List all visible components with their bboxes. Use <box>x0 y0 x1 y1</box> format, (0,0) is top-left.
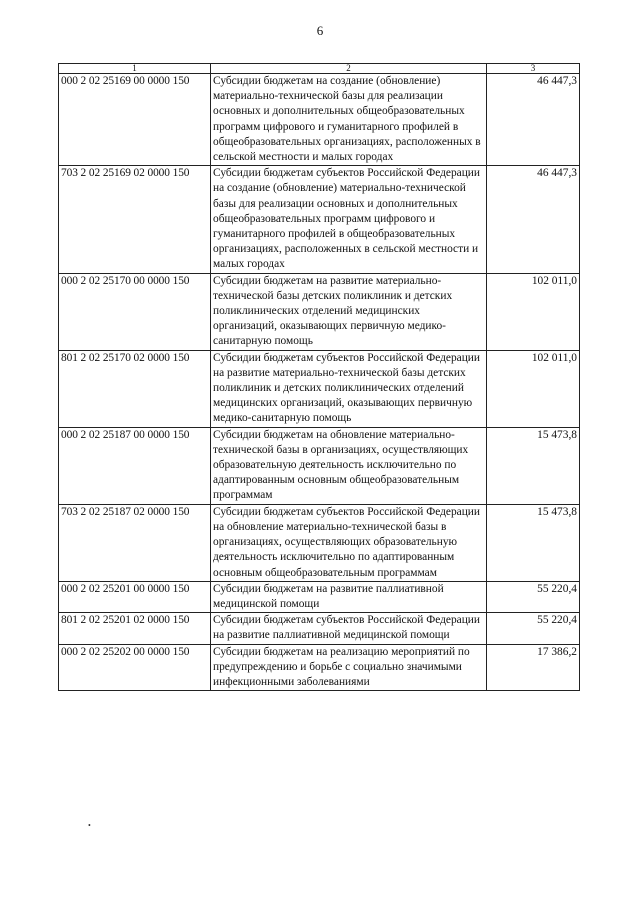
amount: 46 447,3 <box>487 166 580 273</box>
budget-code: 703 2 02 25169 02 0000 150 <box>59 166 211 273</box>
table-row <box>59 644 580 691</box>
budget-code: 000 2 02 25202 00 0000 150 <box>59 644 211 691</box>
income-name: Субсидии бюджетам субъектов Российской Федерации на обновление материально-технической базы в организациях, осуществляющих образовательную деятельность исключительно по адаптированным основным общеобразовательным программам <box>211 504 487 581</box>
income-name: Субсидии бюджетам субъектов Российской Федерации на развитие материально-технической базы детских поликлиник и детских поликлинических отделений медицинских организаций, оказывающих первичную медико-санитарную помощь <box>211 350 487 427</box>
header-row <box>59 64 580 74</box>
table-row <box>59 74 580 166</box>
amount: 17 386,2 <box>487 644 580 691</box>
column-header-code: 1 <box>59 64 211 74</box>
amount: 55 220,4 <box>487 581 580 612</box>
budget-table <box>58 63 580 691</box>
amount: 46 447,3 <box>487 74 580 166</box>
table-row <box>59 273 580 350</box>
income-name: Субсидии бюджетам на развитие паллиативной медицинской помощи <box>211 581 487 612</box>
scan-speck: • <box>88 821 91 830</box>
table-row <box>59 350 580 427</box>
budget-code: 801 2 02 25170 02 0000 150 <box>59 350 211 427</box>
budget-code: 000 2 02 25187 00 0000 150 <box>59 427 211 504</box>
budget-code: 000 2 02 25170 00 0000 150 <box>59 273 211 350</box>
amount: 15 473,8 <box>487 504 580 581</box>
table-row <box>59 581 580 612</box>
budget-code: 000 2 02 25201 00 0000 150 <box>59 581 211 612</box>
budget-code: 703 2 02 25187 02 0000 150 <box>59 504 211 581</box>
income-name: Субсидии бюджетам субъектов Российской Федерации на развитие паллиативной медицинской помощи <box>211 613 487 644</box>
table-row <box>59 504 580 581</box>
income-name: Субсидии бюджетам на создание (обновление) материально-технической базы для реализации основных и дополнительных общеобразовательных программ цифрового и гуманитарного профилей в общеобразовательных организациях, расположенных в сельской местности и малых городах <box>211 74 487 166</box>
amount: 55 220,4 <box>487 613 580 644</box>
amount: 15 473,8 <box>487 427 580 504</box>
table-row <box>59 613 580 644</box>
income-name: Субсидии бюджетам на обновление материально-технической базы в организациях, осуществляющих образовательную деятельность исключительно по адаптированным основным общеобразовательным программам <box>211 427 487 504</box>
table-row <box>59 166 580 273</box>
column-header-name: 2 <box>211 64 487 74</box>
amount: 102 011,0 <box>487 350 580 427</box>
column-header-amount: 3 <box>487 64 580 74</box>
page-number: 6 <box>316 23 324 38</box>
table-row <box>59 427 580 504</box>
income-name: Субсидии бюджетам на развитие материально-технической базы детских поликлиник и детских поликлинических отделений медицинских организаций, оказывающих первичную медико-санитарную помощь <box>211 273 487 350</box>
amount: 102 011,0 <box>487 273 580 350</box>
income-name: Субсидии бюджетам субъектов Российской Федерации на создание (обновление) материально-технической базы для реализации основных и дополнительных общеобразовательных программ цифрового и гуманитарного профилей в общеобразовательных организациях, расположенных в сельской местности и малых городах <box>211 166 487 273</box>
budget-code: 000 2 02 25169 00 0000 150 <box>59 74 211 166</box>
budget-code: 801 2 02 25201 02 0000 150 <box>59 613 211 644</box>
income-name: Субсидии бюджетам на реализацию мероприятий по предупреждению и борьбе с социально значимыми инфекционными заболеваниями <box>211 644 487 691</box>
